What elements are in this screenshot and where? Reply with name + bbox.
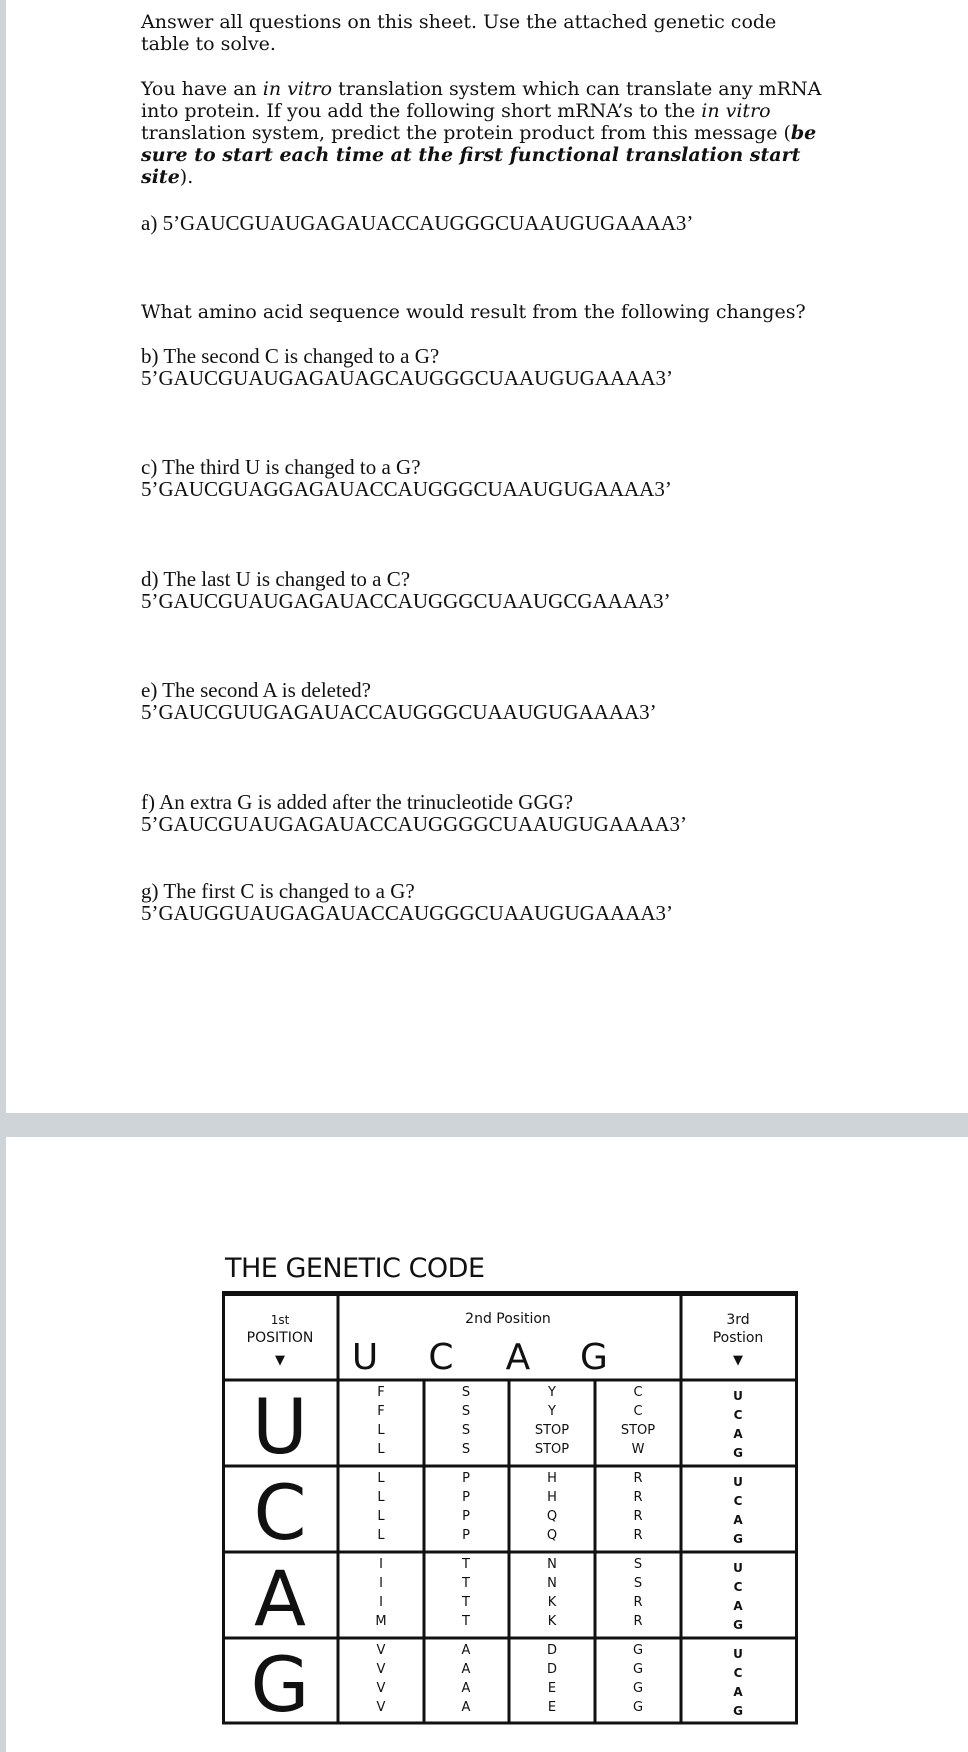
amino-acid-cell: Y <box>548 1404 556 1419</box>
amino-acid-cell: T <box>462 1614 470 1629</box>
third-position-base-a: A <box>733 1513 743 1527</box>
amino-acid-cell: V <box>376 1700 386 1715</box>
amino-acid-cell: M <box>375 1614 387 1629</box>
question-text: g) The first C is changed to a G? <box>141 879 415 903</box>
genetic-code-title: THE GENETIC CODE <box>225 1253 485 1284</box>
amino-acid-cell: STOP <box>620 1423 656 1438</box>
amino-acid-cell: S <box>633 1557 643 1572</box>
second-position-base-u: U <box>351 1337 379 1378</box>
second-position-base-a: A <box>505 1337 531 1378</box>
amino-acid-cell: G <box>632 1681 644 1696</box>
question-e <box>141 679 861 723</box>
third-position-base-u: U <box>733 1561 743 1575</box>
question-b <box>141 345 861 389</box>
third-position-base-c: C <box>733 1580 743 1594</box>
third-position-base-g: G <box>733 1704 743 1718</box>
amino-acid-cell: S <box>633 1576 643 1591</box>
amino-acid-cell: Q <box>546 1509 558 1524</box>
question-text: e) The second A is deleted? <box>141 678 371 702</box>
amino-acid-cell: T <box>462 1595 470 1610</box>
amino-acid-cell: C <box>633 1385 643 1400</box>
amino-acid-cell: R <box>633 1471 643 1486</box>
instructions <box>141 11 861 55</box>
third-position-base-c: C <box>733 1494 743 1508</box>
question-d <box>141 568 861 612</box>
question-sequence: 5’GAUCGUAUGAGAUACCAUGGGGCUAAUGUGAAAA3’ <box>141 812 687 836</box>
amino-acid-cell: A <box>461 1700 471 1715</box>
amino-acid-cell: R <box>633 1614 643 1629</box>
amino-acid-cell: S <box>461 1442 471 1457</box>
amino-acid-cell: P <box>462 1509 470 1524</box>
amino-acid-cell: P <box>462 1490 470 1505</box>
amino-acid-cell: K <box>547 1595 557 1610</box>
amino-acid-cell: P <box>462 1528 470 1543</box>
amino-acid-cell: S <box>461 1385 471 1400</box>
amino-acid-cell: T <box>462 1557 470 1572</box>
amino-acid-cell: V <box>376 1681 386 1696</box>
amino-acid-cell: V <box>376 1643 386 1658</box>
amino-acid-cell: L <box>377 1509 385 1524</box>
question-a: a) 5’GAUCGUAUGAGAUACCAUGGGCUAAUGUGAAAA3’ <box>141 211 694 235</box>
amino-acid-cell: L <box>377 1490 385 1505</box>
amino-acid-cell: A <box>461 1643 471 1658</box>
third-position-base-a: A <box>733 1599 743 1613</box>
question-text: b) The second C is changed to a G? <box>141 344 440 368</box>
question-text: d) The last U is changed to a C? <box>141 567 411 591</box>
amino-acid-cell: H <box>547 1490 557 1505</box>
amino-acid-cell: P <box>462 1471 470 1486</box>
amino-acid-cell: E <box>547 1681 557 1696</box>
amino-acid-cell: A <box>461 1662 471 1677</box>
amino-acid-cell: S <box>461 1423 471 1438</box>
amino-acid-cell: I <box>379 1557 383 1572</box>
question-sequence: 5’GAUCGUUGAGAUACCAUGGGCUAAUGUGAAAA3’ <box>141 700 657 724</box>
amino-acid-cell: C <box>633 1404 643 1419</box>
third-position-base-c: C <box>733 1666 743 1680</box>
amino-acid-cell: R <box>633 1528 643 1543</box>
question-g <box>141 880 861 924</box>
amino-acid-cell: V <box>376 1662 386 1677</box>
amino-acid-cell: G <box>632 1643 644 1658</box>
question-sequence: 5’GAUCGUAUGAGAUAGCAUGGGCUAAUGUGAAAA3’ <box>141 366 673 390</box>
question-text: c) The third U is changed to a G? <box>141 455 421 479</box>
third-position-base-g: G <box>733 1532 743 1546</box>
amino-acid-cell: L <box>377 1471 385 1486</box>
amino-acid-cell: R <box>633 1509 643 1524</box>
amino-acid-cell: L <box>377 1442 385 1457</box>
amino-acid-cell: N <box>547 1576 557 1591</box>
question-sequence: 5’GAUCGUAGGAGAUACCAUGGGCUAAUGUGAAAA3’ <box>141 477 672 501</box>
second-position-header: 2nd Position <box>465 1311 551 1327</box>
amino-acid-cell: N <box>547 1557 557 1572</box>
third-position-base-a: A <box>733 1427 743 1441</box>
amino-acid-cell: R <box>633 1490 643 1505</box>
first-position-header-a: 1st <box>270 1313 290 1327</box>
question-text: f) An extra G is added after the trinucleotide GGG? <box>141 790 574 814</box>
amino-acid-cell: W <box>631 1442 645 1457</box>
amino-acid-cell: G <box>632 1662 644 1677</box>
third-position-base-c: C <box>733 1408 743 1422</box>
second-position-base-g: G <box>580 1337 608 1378</box>
first-position-base-a: A <box>254 1554 306 1643</box>
amino-acid-cell: I <box>379 1576 383 1591</box>
third-position-arrow-icon: ▼ <box>733 1353 743 1368</box>
first-position-base-g: G <box>250 1640 310 1725</box>
genetic-code-grid <box>222 1291 798 1725</box>
question-sequence: 5’GAUGGUAUGAGAUACCAUGGGCUAAUGUGAAAA3’ <box>141 901 673 925</box>
amino-acid-cell: S <box>461 1404 471 1419</box>
first-position-arrow-icon: ▼ <box>275 1353 285 1368</box>
amino-acid-cell: Q <box>546 1528 558 1543</box>
amino-acid-cell: H <box>547 1471 557 1486</box>
amino-acid-cell: L <box>377 1423 385 1438</box>
amino-acid-cell: STOP <box>534 1442 570 1457</box>
third-position-header-a: 3rd <box>726 1312 750 1328</box>
third-position-base-u: U <box>733 1475 743 1489</box>
amino-acid-cell: K <box>547 1614 557 1629</box>
amino-acid-cell: A <box>461 1681 471 1696</box>
amino-acid-cell: G <box>632 1700 644 1715</box>
amino-acid-cell: T <box>462 1576 470 1591</box>
third-position-base-g: G <box>733 1446 743 1460</box>
amino-acid-cell: R <box>633 1595 643 1610</box>
amino-acid-cell: Y <box>548 1385 556 1400</box>
question-c <box>141 456 861 500</box>
third-position-base-u: U <box>733 1389 743 1403</box>
first-position-header-b: POSITION <box>246 1330 314 1346</box>
first-position-base-c: C <box>253 1468 307 1557</box>
first-position-base-u: U <box>252 1382 308 1471</box>
amino-acid-cell: STOP <box>534 1423 570 1438</box>
amino-acid-cell: F <box>377 1404 385 1419</box>
instructions-line-2: table to solve. <box>141 33 276 55</box>
amino-acid-cell: F <box>377 1385 385 1400</box>
third-position-base-a: A <box>733 1685 743 1699</box>
amino-acid-cell: L <box>377 1528 385 1543</box>
third-position-base-g: G <box>733 1618 743 1632</box>
second-position-base-c: C <box>428 1337 454 1378</box>
question-sequence: 5’GAUCGUAUGAGAUACCAUGGGCUAAUGCGAAAA3’ <box>141 589 671 613</box>
changes-prompt: What amino acid sequence would result from the following changes? <box>141 301 806 323</box>
amino-acid-cell: E <box>547 1700 557 1715</box>
amino-acid-cell: D <box>546 1662 558 1677</box>
third-position-header-b: Postion <box>712 1330 764 1346</box>
question-f <box>141 791 861 835</box>
genetic-code-table <box>222 1291 798 1725</box>
third-position-base-u: U <box>733 1647 743 1661</box>
problem-description: You have an in vitro translation system which can translate any mRNA into protein. If you add the following short mRNA’s to the in vitro translation system, predict the protein product from this message (be sure to start each time at the first functional translation start site). <box>141 78 822 188</box>
instructions-line-1: Answer all questions on this sheet. Use the attached genetic code <box>141 11 777 33</box>
amino-acid-cell: I <box>379 1595 383 1610</box>
amino-acid-cell: D <box>546 1643 558 1658</box>
